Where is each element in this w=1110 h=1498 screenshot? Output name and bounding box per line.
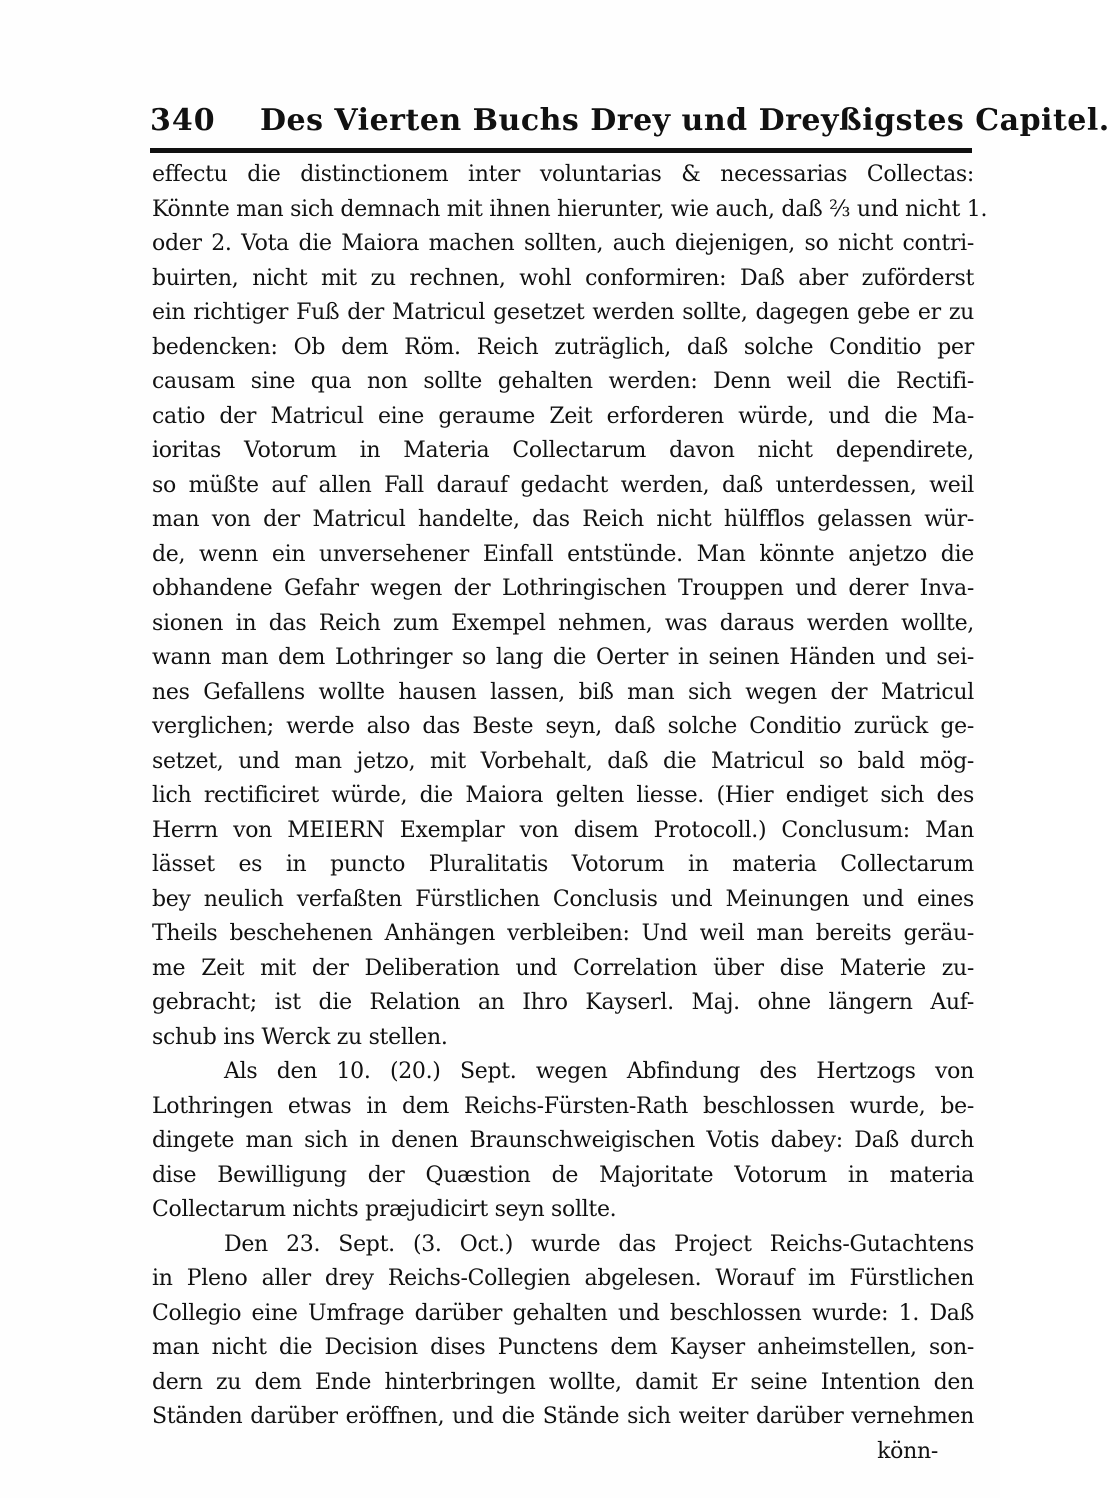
text-line: man nicht die Decision dises Punctens dem Kayser anheimstellen, son- bbox=[152, 1335, 974, 1360]
text-line: Collectarum nichts præjudicirt seyn sollte. bbox=[152, 1197, 617, 1222]
text-line: Den 23. Sept. (3. Oct.) wurde das Project Reichs-Gutachtens bbox=[224, 1231, 974, 1257]
text-line: buirten, nicht mit zu rechnen, wohl conformiren: Daß aber zuförderst bbox=[152, 265, 974, 291]
page-number: 340 bbox=[150, 103, 216, 138]
text-line: nes Gefallens wollte hausen lassen, biß man sich wegen der Matricul bbox=[152, 679, 974, 705]
text-line: dise Bewilligung der Quæstion de Majoritate Votorum in materia bbox=[152, 1162, 974, 1188]
text-line: catio der Matricul eine geraume Zeit erforderen würde, und die Ma- bbox=[152, 403, 974, 429]
text-line: obhandene Gefahr wegen der Lothringischen Trouppen und derer Inva- bbox=[152, 576, 974, 601]
body-text bbox=[152, 158, 988, 1469]
text-line: sionen in das Reich zum Exempel nehmen, was daraus werden wollte, bbox=[152, 610, 974, 636]
text-line: gebracht; ist die Relation an Ihro Kayserl. Maj. ohne längern Auf- bbox=[152, 990, 974, 1015]
text-line: Lothringen etwas in dem Reichs-Fürsten-Rath beschlossen wurde, be- bbox=[152, 1093, 974, 1119]
text-line: bey neulich verfaßten Fürstlichen Conclusis und Meinungen und eines bbox=[152, 886, 974, 912]
header-rule bbox=[150, 148, 972, 153]
running-head: Des Vierten Buchs Drey und Dreyßigstes Capitel. bbox=[260, 103, 1110, 138]
text-line: Collegio eine Umfrage darüber gehalten und beschlossen wurde: 1. Daß bbox=[152, 1300, 974, 1326]
catchword: könn- bbox=[877, 1438, 938, 1464]
text-line: ein richtiger Fuß der Matricul gesetzet werden sollte, dagegen gebe er zu bbox=[152, 300, 974, 325]
text-line: oder 2. Vota die Maiora machen sollten, auch diejenigen, so nicht contri- bbox=[152, 231, 974, 256]
text-line: causam sine qua non sollte gehalten werden: Denn weil die Rectifi- bbox=[152, 369, 974, 394]
text-line: de, wenn ein unversehener Einfall entstünde. Man könnte anjetzo die bbox=[152, 541, 974, 567]
text-line: bedencken: Ob dem Röm. Reich zuträglich, daß solche Conditio per bbox=[152, 334, 974, 360]
text-line: Ständen darüber eröffnen, und die Stände sich weiter darüber vernehmen bbox=[152, 1404, 974, 1429]
text-line: setzet, und man jetzo, mit Vorbehalt, daß die Matricul so bald mög- bbox=[152, 748, 974, 774]
text-line: in Pleno aller drey Reichs-Collegien abgelesen. Worauf im Fürstlichen bbox=[152, 1266, 974, 1291]
text-line: verglichen; werde also das Beste seyn, daß solche Conditio zurück ge- bbox=[152, 714, 974, 739]
text-line: man von der Matricul handelte, das Reich nicht hülfflos gelassen wür- bbox=[152, 507, 974, 532]
text-line: Könnte man sich demnach mit ihnen hierunter, wie auch, daß ⅔ und nicht 1. bbox=[152, 196, 988, 222]
text-line: dern zu dem Ende hinterbringen wollte, damit Er seine Intention den bbox=[152, 1369, 974, 1395]
text-line: Theils beschehenen Anhängen verbleiben: Und weil man bereits geräu- bbox=[152, 921, 974, 946]
text-line: me Zeit mit der Deliberation und Correlation über dise Materie zu- bbox=[152, 955, 974, 981]
text-line: lich rectificiret würde, die Maiora gelten liesse. (Hier endiget sich des bbox=[152, 783, 974, 808]
text-line: ioritas Votorum in Materia Collectarum davon nicht dependirete, bbox=[152, 438, 974, 463]
text-line: schub ins Werck zu stellen. bbox=[152, 1024, 448, 1050]
text-line: Herrn von MEIERN Exemplar von disem Protocoll.) Conclusum: Man bbox=[152, 817, 974, 843]
text-line: so müßte auf allen Fall darauf gedacht werden, daß unterdessen, weil bbox=[152, 472, 974, 498]
text-line: wann man dem Lothringer so lang die Oerter in seinen Händen und sei- bbox=[152, 645, 974, 670]
page-header bbox=[150, 100, 1110, 142]
text-line: dingete man sich in denen Braunschweigischen Votis dabey: Daß durch bbox=[152, 1128, 974, 1153]
text-line: lässet es in puncto Pluralitatis Votorum in materia Collectarum bbox=[152, 852, 974, 877]
text-line: effectu die distinctionem inter voluntarias & necessarias Collectas: bbox=[152, 162, 974, 187]
text-line: Als den 10. (20.) Sept. wegen Abfindung des Hertzogs von bbox=[224, 1059, 974, 1084]
